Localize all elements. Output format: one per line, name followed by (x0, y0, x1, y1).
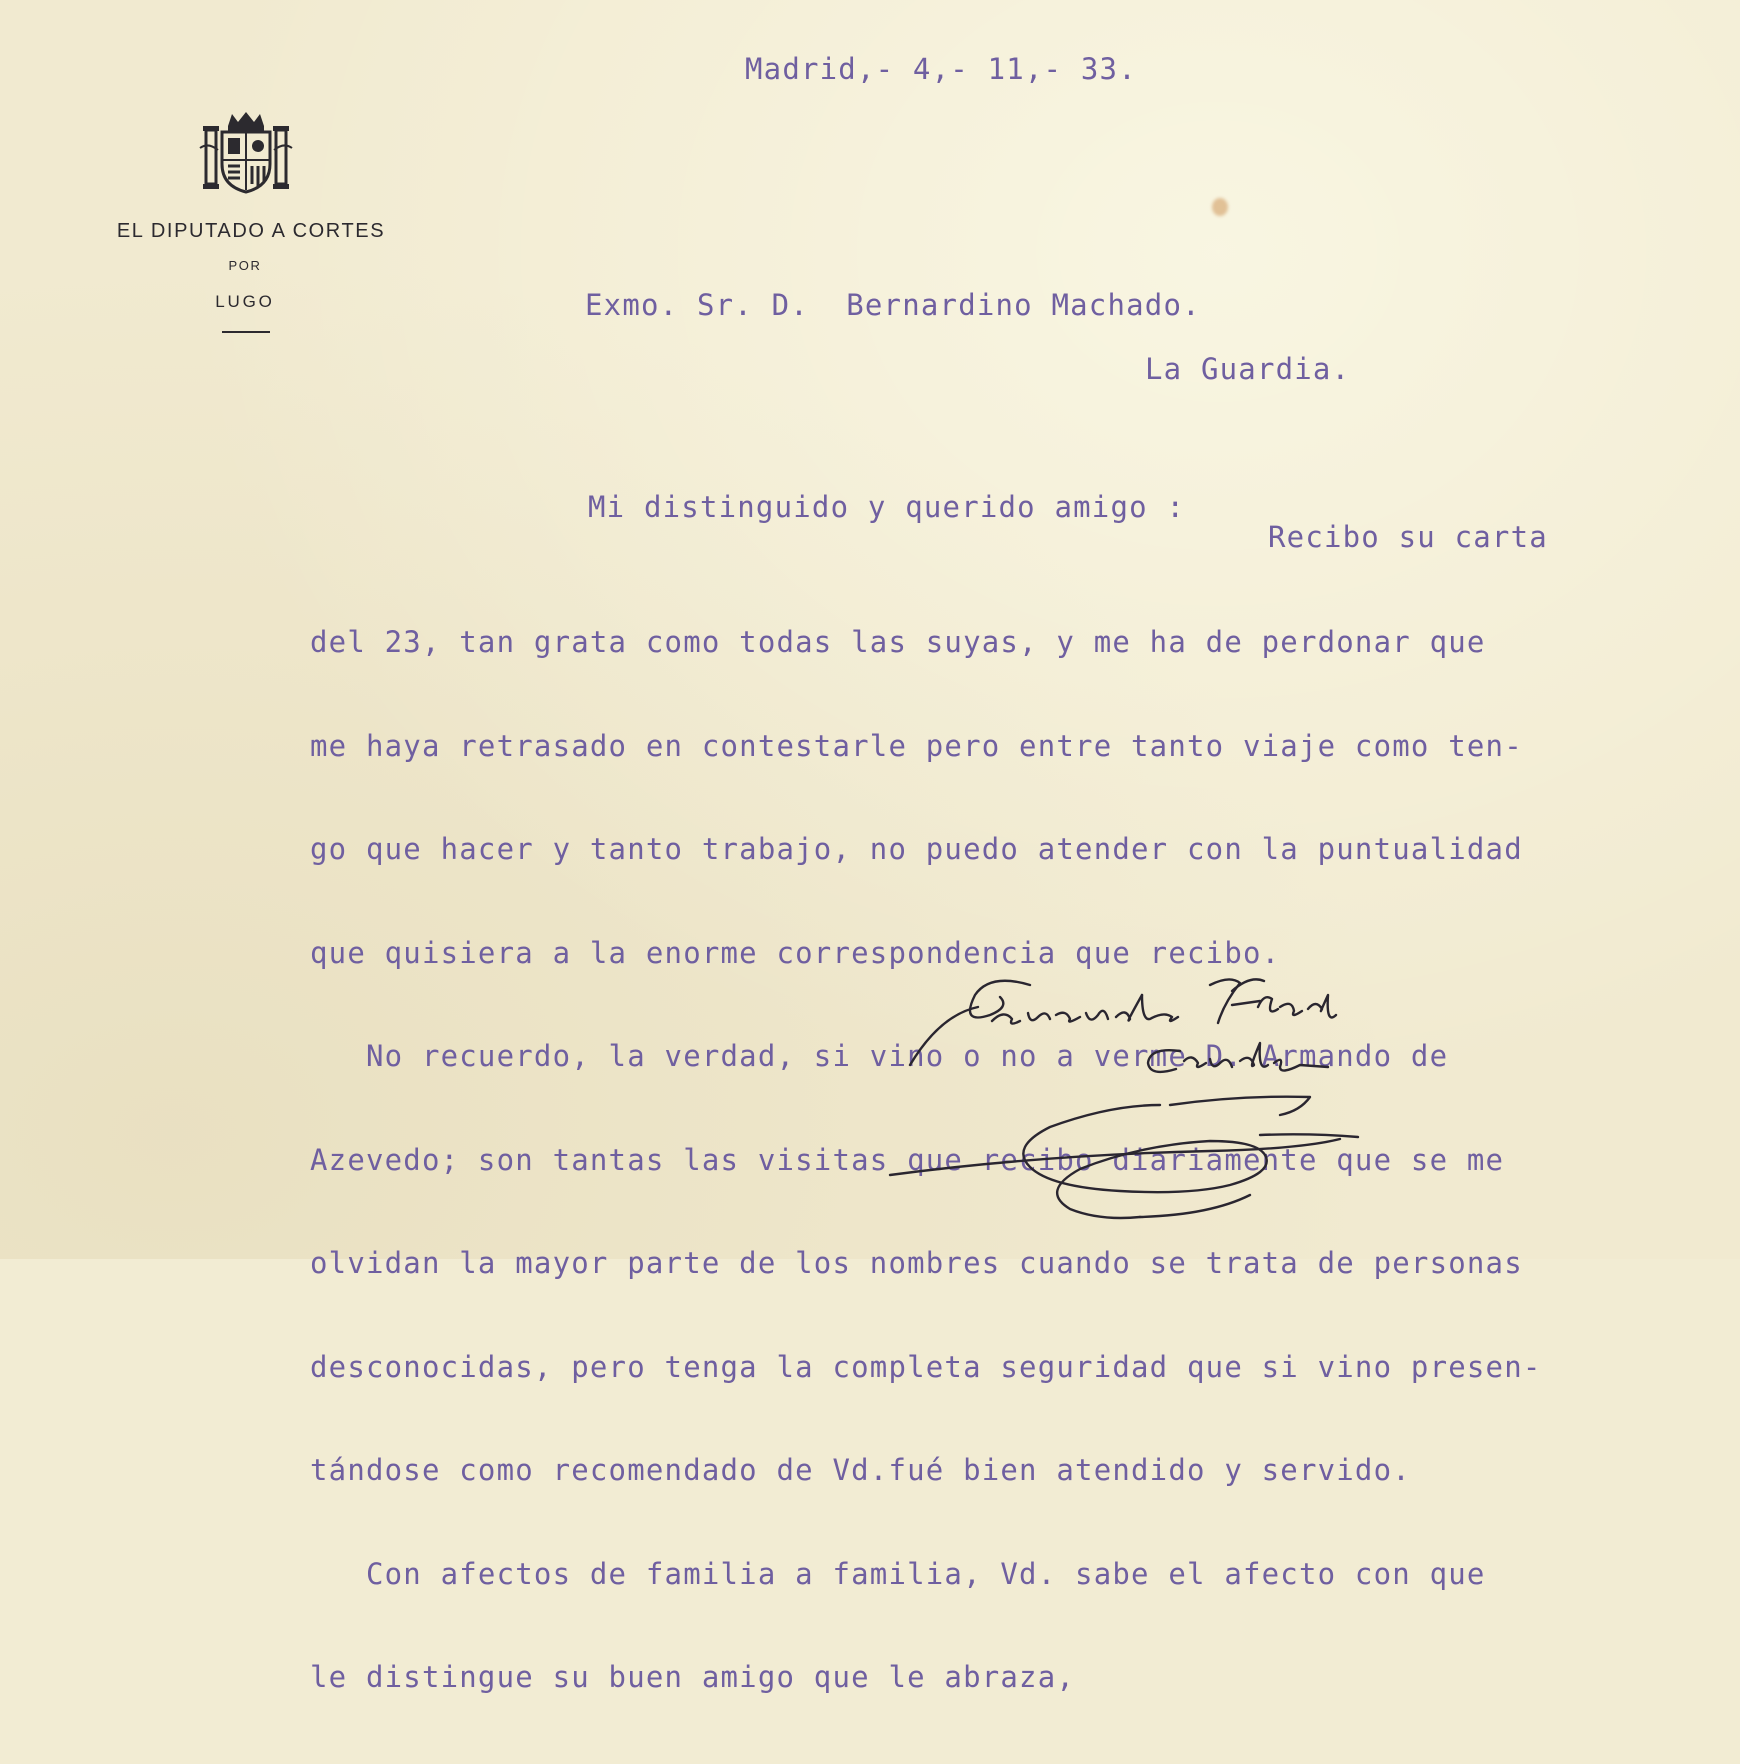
salutation: Mi distinguido y querido amigo : (588, 490, 1186, 524)
body-line: desconocidas, pero tenga la completa seguridad que si vino presen- (310, 1349, 1542, 1384)
body-line: Con afectos de familia a familia, Vd. sabe el afecto con que (310, 1556, 1486, 1591)
body-line: tándose como recomendado de Vd.fué bien atendido y servido. (310, 1453, 1411, 1487)
coat-of-arms-icon (198, 108, 294, 194)
body-line: Azevedo; son tantas las visitas que recibo diariamente que se me (310, 1142, 1505, 1177)
body-line: le distingue su buen amigo que le abraza, (310, 1660, 1076, 1694)
letterhead-divider (222, 331, 270, 333)
body-line: olvidan la mayor parte de los nombres cuando se trata de personas (310, 1246, 1523, 1280)
body-line: me haya retrasado en contestarle pero entre tanto viaje como ten- (310, 728, 1523, 763)
body-line: del 23, tan grata como todas las suyas, y me ha de perdonar que (310, 625, 1486, 659)
handwritten-signature (880, 955, 1460, 1225)
body-line: que quisiera a la enorme correspondencia que recibo. (310, 935, 1281, 970)
recipient-name: Exmo. Sr. D. Bernardino Machado. (585, 288, 1201, 322)
letterhead-district: LUGO (215, 292, 275, 311)
recipient-place: La Guardia. (1145, 352, 1351, 386)
body-line: No recuerdo, la verdad, si vino o no a verme D. Armando de (310, 1039, 1449, 1073)
date-line: Madrid,- 4,- 11,- 33. (745, 52, 1137, 86)
body-line: go que hacer y tanto trabajo, no puedo atender con la puntualidad (310, 832, 1523, 866)
letterhead-por: POR (228, 258, 262, 273)
paper-stain (1212, 198, 1228, 216)
body-line-opening: Recibo su carta (1268, 520, 1548, 554)
letterhead-title: EL DIPUTADO A CORTES (116, 220, 386, 242)
